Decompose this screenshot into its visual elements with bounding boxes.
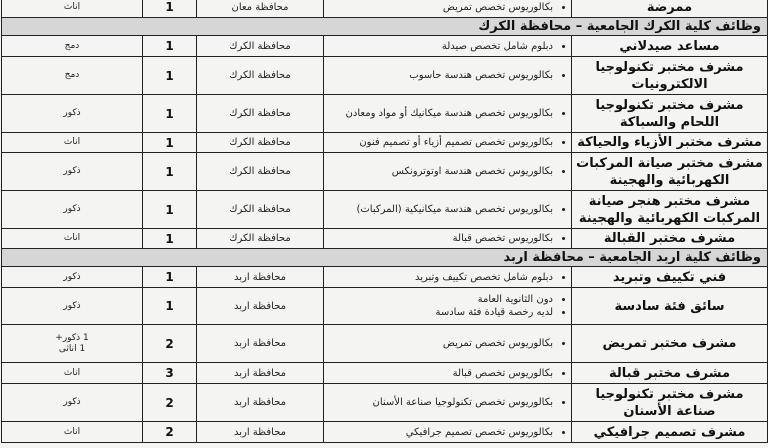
table-row: [2, 384, 768, 422]
requirement-item: • بكالوريوس تخصص هندسة حاسوب: [328, 69, 553, 82]
job-gender: ذكور: [2, 384, 143, 422]
job-gender: 1 ذكور+ 1 اناثى: [2, 325, 143, 363]
requirements-list: [328, 271, 567, 284]
job-requirements: [324, 384, 572, 422]
job-title: ممرضة: [572, 0, 768, 18]
table-row: [2, 153, 768, 191]
job-gender: ذكور: [2, 288, 143, 325]
requirements-list: [328, 107, 567, 120]
table-row: [2, 191, 768, 229]
job-gender: دمج: [2, 36, 143, 57]
job-title: مشرف مختبر هنجر صيانة المركبات الكهربائية والهجينة: [572, 191, 768, 229]
job-location: محافظة الكرك: [197, 153, 324, 191]
job-count: 2: [143, 422, 197, 443]
job-location: محافظة اربد: [197, 288, 324, 325]
job-title: مشرف مختبر صيانة المركبات الكهربائية والهجينة: [572, 153, 768, 191]
job-location: محافظة الكرك: [197, 57, 324, 95]
requirements-list: [328, 293, 567, 319]
job-location: محافظة الكرك: [197, 95, 324, 133]
requirement-item: • بكالوريوس تخصص تمريض: [328, 1, 553, 14]
job-gender: اناث: [2, 0, 143, 18]
job-requirements: [324, 267, 572, 288]
job-requirements: [324, 57, 572, 95]
table-row: [2, 363, 768, 384]
requirements-list: [328, 396, 567, 409]
requirement-item: • بكالوريوس تخصص هندسة ميكانيكية (المركبات): [328, 203, 553, 216]
job-gender: اناث: [2, 229, 143, 249]
job-count: 1: [143, 153, 197, 191]
job-count: 1: [143, 57, 197, 95]
table-row: [2, 133, 768, 153]
job-requirements: [324, 422, 572, 443]
job-location: محافظة الكرك: [197, 229, 324, 249]
job-gender: ذكور: [2, 153, 143, 191]
requirements-list: [328, 1, 567, 14]
section-title: وظائف كلية الكرك الجامعية – محافظة الكرك: [2, 18, 768, 36]
requirement-item: • بكالوريوس تخصص تصميم جرافيكي: [328, 426, 553, 439]
job-location: محافظة اربد: [197, 363, 324, 384]
job-title: مشرف مختبر تمريض: [572, 325, 768, 363]
job-location: محافظة اربد: [197, 267, 324, 288]
job-count: 1: [143, 95, 197, 133]
job-location: محافظة الكرك: [197, 36, 324, 57]
requirement-item: • بكالوريوس تخصص تكنولوجيا صناعة الأسنان: [328, 396, 553, 409]
table-row: [2, 422, 768, 443]
job-count: 1: [143, 0, 197, 18]
requirements-list: [328, 40, 567, 53]
job-count: 1: [143, 133, 197, 153]
requirements-list: [328, 136, 567, 149]
job-title: مشرف مختبر تكنولوجيا اللحام والسباكة: [572, 95, 768, 133]
requirement-item: • دبلوم شامل تخصص تكييف وتبريد: [328, 271, 553, 284]
table-row: [2, 95, 768, 133]
job-title: فني تكييف وتبريد: [572, 267, 768, 288]
job-location: محافظة معان: [197, 0, 324, 18]
requirement-item: • بكالوريوس تخصص هندسة ميكانيك أو مواد ومعادن: [328, 107, 553, 120]
job-count: 1: [143, 288, 197, 325]
requirement-item: • دون الثانوية العامة: [328, 293, 553, 306]
requirements-list: [328, 232, 567, 245]
job-location: محافظة الكرك: [197, 191, 324, 229]
job-title: مشرف مختبر تكنولوجيا الالكترونيات: [572, 57, 768, 95]
requirements-list: [328, 426, 567, 439]
job-gender: ذكور: [2, 95, 143, 133]
job-title: مشرف مختبر الأزياء والحياكة: [572, 133, 768, 153]
job-count: 1: [143, 191, 197, 229]
section-title: وظائف كلية اربد الجامعية – محافظة اربد: [2, 249, 768, 267]
job-requirements: [324, 191, 572, 229]
job-count: 1: [143, 36, 197, 57]
job-title: سائق فئة سادسة: [572, 288, 768, 325]
job-location: محافظة الكرك: [197, 133, 324, 153]
requirement-item: • دبلوم شامل تخصص صيدلة: [328, 40, 553, 53]
job-requirements: [324, 133, 572, 153]
job-title: مساعد صيدلاني: [572, 36, 768, 57]
table-row: [2, 0, 768, 18]
job-requirements: [324, 0, 572, 18]
table-row: [2, 325, 768, 363]
job-count: 1: [143, 267, 197, 288]
job-requirements: [324, 36, 572, 57]
requirements-list: [328, 367, 567, 380]
requirements-list: [328, 337, 567, 350]
table-row: [2, 267, 768, 288]
job-title: مشرف تصميم جرافيكي: [572, 422, 768, 443]
job-requirements: [324, 153, 572, 191]
requirement-item: • بكالوريوس تخصص تصميم أزياء أو تصميم فنون: [328, 136, 553, 149]
table-row: [2, 36, 768, 57]
job-requirements: [324, 325, 572, 363]
requirements-list: [328, 165, 567, 178]
requirements-list: [328, 203, 567, 216]
job-gender: ذكور: [2, 267, 143, 288]
job-count: 3: [143, 363, 197, 384]
requirement-item: • بكالوريوس تخصص هندسة اوتوترونكس: [328, 165, 553, 178]
requirement-item: • بكالوريوس تخصص قبالة: [328, 232, 553, 245]
job-requirements: [324, 95, 572, 133]
job-count: 2: [143, 325, 197, 363]
section-header-row: [2, 18, 768, 36]
job-requirements: [324, 229, 572, 249]
requirement-item: • بكالوريوس تخصص قبالة: [328, 367, 553, 380]
job-gender: اناث: [2, 422, 143, 443]
requirement-item: • بكالوريوس تخصص تمريض: [328, 337, 553, 350]
job-title: مشرف مختبر تكنولوجيا صناعة الأسنان: [572, 384, 768, 422]
jobs-table: [1, 0, 768, 443]
job-requirements: [324, 363, 572, 384]
job-gender: اناث: [2, 363, 143, 384]
job-gender: ذكور: [2, 191, 143, 229]
table-row: [2, 229, 768, 249]
table-row: [2, 57, 768, 95]
job-requirements: [324, 288, 572, 325]
job-title: مشرف مختبر قبالة: [572, 363, 768, 384]
job-gender: اناث: [2, 133, 143, 153]
job-location: محافظة اربد: [197, 325, 324, 363]
job-title: مشرف مختبر القبالة: [572, 229, 768, 249]
job-location: محافظة اربد: [197, 422, 324, 443]
job-gender: دمج: [2, 57, 143, 95]
section-header-row: [2, 249, 768, 267]
job-location: محافظة اربد: [197, 384, 324, 422]
table-row: [2, 288, 768, 325]
requirement-item: • لديه رخصة قيادة فئة سادسة: [328, 306, 553, 319]
requirements-list: [328, 69, 567, 82]
job-count: 2: [143, 384, 197, 422]
job-count: 1: [143, 229, 197, 249]
